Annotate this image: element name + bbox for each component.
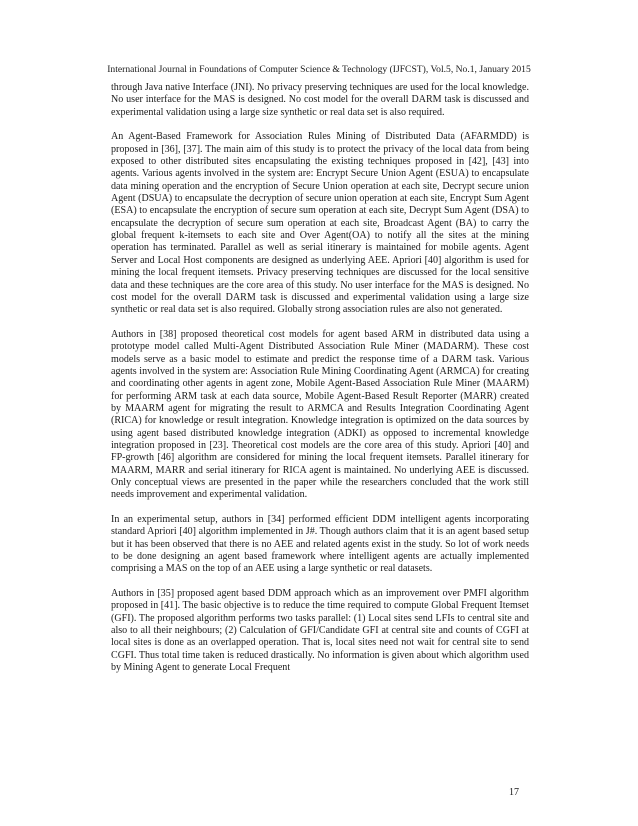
page-number: 17 (509, 787, 519, 798)
paragraph-experimental-setup: In an experimental setup, authors in [34] performed efficient DDM intelligent agents incorporating standard Apriori [40] algorithm implemented in J#. Though authors claim that it is an agent based setup but it has been observed that there is no AEE and related agents exist in the study. So lot of work needs to be done designing an agent based framework where intelligent agents are actually implemented comprising a MAS on the top of an AEE using a large synthetic or real datasets. (111, 514, 529, 575)
paragraph-afarmdd: An Agent-Based Framework for Association Rules Mining of Distributed Data (AFARMDD) is proposed in [36], [37]. The main aim of this study is to protect the privacy of the local data from being exposed to other distributed sites encapsulating the existing techniques proposed in [42], [43] into agents. Various agents involved in the system are: Encrypt Secure Union Agent (ESUA) to encapsulate data mining operation and the encryption of Secure Union operation at each site, Decrypt secure union Agent (DSUA) to encapsulate the decryption of secure union operation at each site, Encrypt Sum Agent (ESA) to encapsulate the encryption of secure sum operation at each site, Decrypt Sum Agent (DSA) to encapsulate the decryption of secure sum operation at each site, Broadcast Agent (BA) to carry the global frequent k-itemsets to each site and Over Agent(OA) to notify all the sites at the mining operation has terminated. Parallel as well as serial itinerary is maintained for mobile agents. Agent Server and Local Host components are designed as underlying AEE. Apriori [40] algorithm is used for mining the local frequent itemsets. Privacy preserving techniques are discussed for the local sensitive data and these techniques are the core area of this study. No user interface for the MAS is designed. No cost model for the overall DARM task is discussed and experimental validation using a large size synthetic or real data set is also required. Globally strong association rules are also not generated. (111, 131, 529, 316)
paragraph-continuation: through Java native Interface (JNI). No privacy preserving techniques are used for the local knowledge. No user interface for the MAS is designed. No cost model for the overall DARM task is discussed and experimental validation using a large size synthetic or real data set is also required. (111, 82, 529, 118)
paragraph-madarm: Authors in [38] proposed theoretical cost models for agent based ARM in distributed data using a prototype model called Multi-Agent Distributed Association Rule Miner (MADARM). These cost models serve as a basic model to estimate and predict the response time of a DARM task. Various agents involved in the system are: Association Rule Mining Coordinating Agent (ARMCA) for creating and coordinating other agents in agent zone, Mobile Agent-Based Association Rule Miner (MAARM) for performing ARM task at each data source, Mobile Agent-Based Result Reporter (MARR) created by MAARM agent for migrating the result to ARMCA and Results Integration Coordinating Agent (RICA) for knowledge or result integration. Knowledge integration is optimized on the data sources by using agent based distributed knowledge integration (ADKI) as opposed to incremental knowledge integration proposed in [23]. Theoretical cost models are the core area of this study. Apriori [40] and FP-growth [46] algorithm are considered for mining the local frequent itemsets. Parallel itinerary for MAARM, MARR and serial itinerary for RICA agent is maintained. No underlying AEE is discussed. Only conceptual views are presented in the paper while the researchers concluded that the work still needs improvement and experimental validation. (111, 328, 529, 501)
paragraph-agent-ddm: Authors in [35] proposed agent based DDM approach which as an improvement over PMFI algorithm proposed in [41]. The basic objective is to reduce the time required to compute Global Frequent Itemset (GFI). The proposed algorithm performs two tasks parallel: (1) Local sites send LFIs to central site and also to all their neighbours; (2) Calculation of GFI/Candidate GFI at central site and counts of CGFI at local sites is done as an overlapped operation. That is, local sites need not wait for central site to send CGFI. Thus total time taken is reduced drastically. No information is given about which algorithm used by Mining Agent to generate Local Frequent (111, 588, 529, 674)
article-body (111, 82, 529, 685)
running-header: International Journal in Foundations of Computer Science & Technology (IJFCST), Vol.5, No.1, January 2015 (107, 64, 531, 75)
